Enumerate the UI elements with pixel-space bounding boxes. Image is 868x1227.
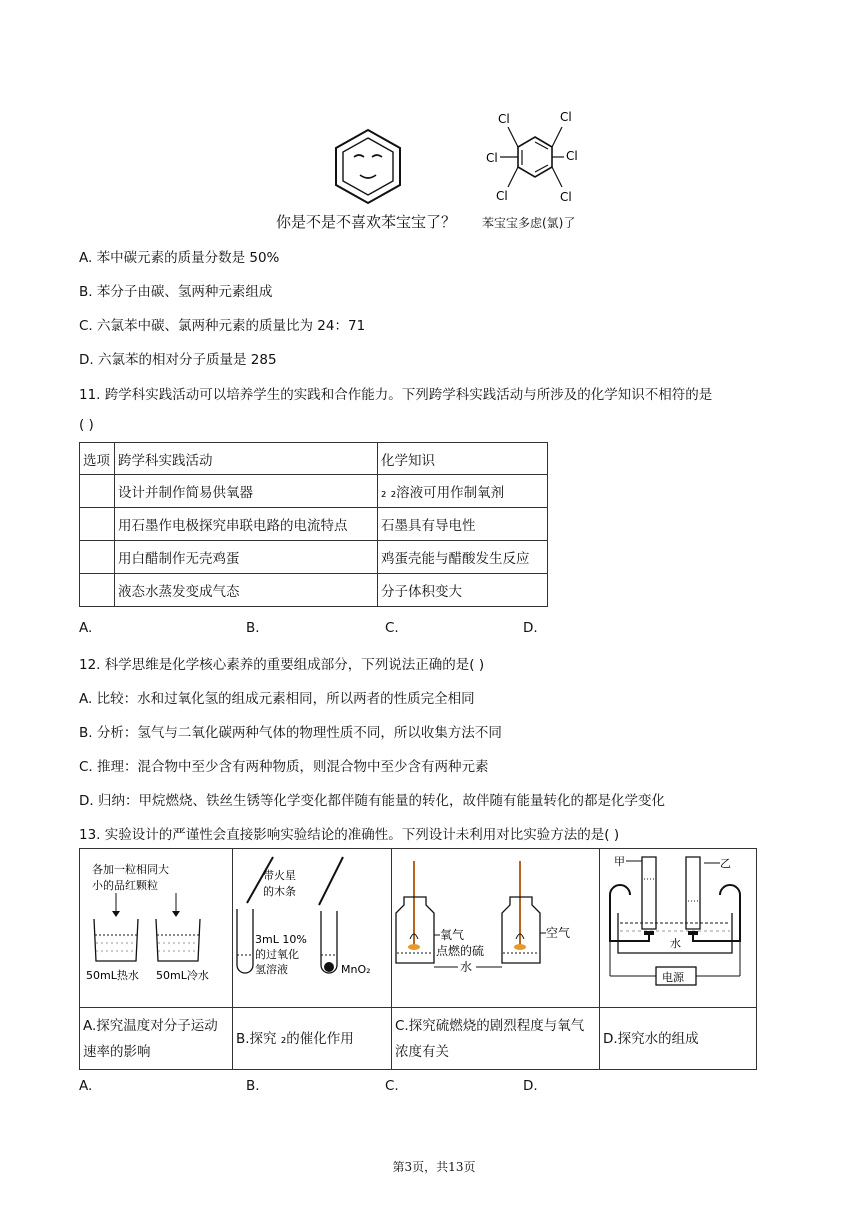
fig-c-water: 水: [460, 960, 473, 974]
q11-stem: 11. 跨学科实践活动可以培养学生的实践和合作能力。下列跨学科实践活动与所涉及的化学知识不相符的是: [79, 387, 713, 403]
fig-b-mno2: MnO₂: [341, 963, 371, 976]
fig-b-sol: 氢溶液: [255, 963, 288, 976]
fig-b-label: 带火星: [263, 869, 296, 882]
q11-header-activity: 跨学科实践活动: [115, 443, 378, 475]
q11-cell: ₂ ₂溶液可用作制氧剂: [378, 475, 548, 508]
fig-a-label: 各加一粒相同大: [92, 863, 169, 876]
q13-figure-a: [80, 849, 233, 1008]
q13-choice-c[interactable]: C.: [385, 1078, 399, 1094]
q11-cell: [80, 574, 115, 607]
q11-cell: [80, 475, 115, 508]
q13-figure-c: [392, 849, 600, 1008]
fig-d-power: 电源: [662, 971, 684, 984]
fig-a-hot: 50mL热水: [86, 969, 139, 982]
q11-choice-c[interactable]: C.: [385, 620, 399, 636]
q12-option-c: C. 推理：混合物中至少含有两种物质，则混合物中至少含有两种元素: [79, 759, 489, 775]
q11-choice-d[interactable]: D.: [523, 620, 538, 636]
q11-choice-b[interactable]: B.: [246, 620, 260, 636]
q13-choice-d[interactable]: D.: [523, 1078, 538, 1094]
fig-c-air: 空气: [546, 926, 571, 940]
q10-option-d: D. 六氯苯的相对分子质量是 285: [79, 352, 277, 368]
fig-b-sol: 3mL 10%: [255, 933, 307, 946]
q13-choice-a[interactable]: A.: [79, 1078, 93, 1094]
fig-b-label: 的木条: [263, 885, 296, 898]
q12-stem: 12. 科学思维是化学核心素养的重要组成部分，下列说法正确的是( ): [79, 657, 485, 673]
fig-c-o2: 氧气: [440, 928, 465, 942]
fig-a-cold: 50mL冷水: [156, 969, 209, 982]
q11-paren: ( ): [79, 417, 94, 433]
q11-header-option: 选项: [80, 443, 115, 475]
q11-cell: 鸡蛋壳能与醋酸发生反应: [378, 541, 548, 574]
q11-cell: 设计并制作简易供氧器: [115, 475, 378, 508]
q13-caption-c: C.探究硫燃烧的剧烈程度与氧气浓度有关: [392, 1008, 600, 1070]
q10-option-a: A. 苯中碳元素的质量分数是 50%: [79, 250, 280, 266]
fig-c-burn: 点燃的硫: [436, 944, 485, 958]
q12-option-a: A. 比较：水和过氧化氢的组成元素相同，所以两者的性质完全相同: [79, 691, 475, 707]
cl-label: Cl: [560, 190, 572, 204]
q11-header-knowledge: 化学知识: [378, 443, 548, 475]
cl-label: Cl: [486, 151, 498, 165]
q11-cell: [80, 541, 115, 574]
q12-option-d: D. 归纳：甲烷燃烧、铁丝生锈等化学变化都伴随有能量的转化，故伴随有能量转化的都是化学变化: [79, 793, 665, 809]
fig-a-label: 小的品红颗粒: [92, 879, 158, 892]
fig-d-jia: 甲: [614, 855, 625, 868]
figure-caption-right: 苯宝宝多虑(氯)了: [482, 216, 576, 230]
q11-choice-a[interactable]: A.: [79, 620, 93, 636]
fig-d-water: 水: [670, 937, 681, 950]
figure-caption-left: 你是不是不喜欢苯宝宝了？: [276, 213, 457, 231]
q13-figure-b: [233, 849, 392, 1008]
q10-option-c: C. 六氯苯中碳、氯两种元素的质量比为 24：71: [79, 318, 366, 334]
q13-stem: 13. 实验设计的严谨性会直接影响实验结论的准确性。下列设计未利用对比实验方法的是( ): [79, 827, 620, 843]
page-footer: 第3页，共13页: [392, 1160, 476, 1174]
q13-caption-a: A.探究温度对分子运动速率的影响: [80, 1008, 233, 1070]
q13-figure-d: [600, 849, 757, 1008]
q13-choice-b[interactable]: B.: [246, 1078, 260, 1094]
q12-option-b: B. 分析：氢气与二氧化碳两种气体的物理性质不同，所以收集方法不同: [79, 725, 502, 741]
q13-caption-b: B.探究 ₂的催化作用: [233, 1008, 392, 1070]
q13-caption-d: D.探究水的组成: [600, 1008, 757, 1070]
cl-label: Cl: [498, 112, 510, 126]
q11-cell: 分子体积变大: [378, 574, 548, 607]
q11-cell: 石墨具有导电性: [378, 508, 548, 541]
q11-cell: 用白醋制作无壳鸡蛋: [115, 541, 378, 574]
fig-d-yi: 乙: [720, 857, 731, 870]
q11-cell: 液态水蒸发变成气态: [115, 574, 378, 607]
cl-label: Cl: [496, 189, 508, 203]
benzene-illustration: [270, 105, 610, 205]
fig-b-sol: 的过氧化: [255, 948, 299, 961]
q13-table: [79, 848, 757, 1070]
benzene-figure: [270, 105, 610, 235]
q11-cell: 用石墨作电极探究串联电路的电流特点: [115, 508, 378, 541]
q10-option-b: B. 苯分子由碳、氢两种元素组成: [79, 284, 273, 300]
cl-label: Cl: [560, 110, 572, 124]
q11-table: [79, 442, 548, 607]
q11-cell: [80, 508, 115, 541]
cl-label: Cl: [566, 149, 578, 163]
